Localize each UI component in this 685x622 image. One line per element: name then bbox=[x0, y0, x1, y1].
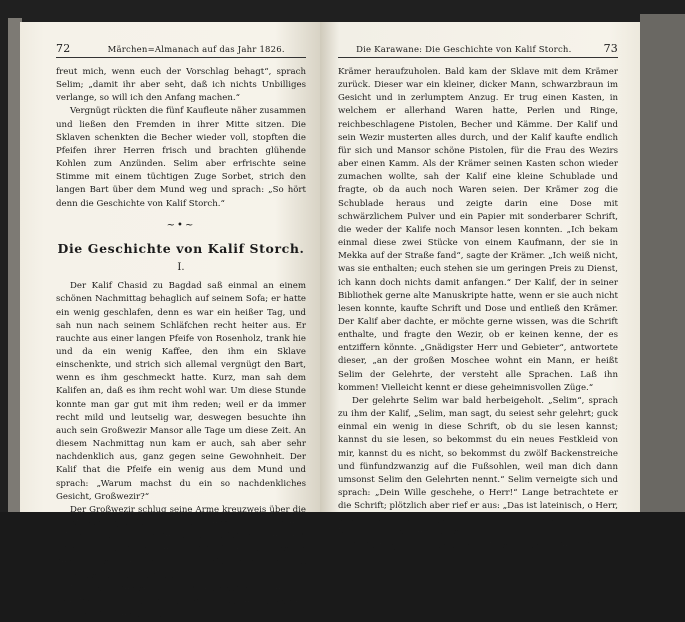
left-page-number: 72 bbox=[56, 42, 71, 55]
page-edges-right bbox=[640, 14, 685, 512]
paragraph: Der gelehrte Selim war bald herbeigeholt. „Selim“, sprach zu ihm der Kalif, „Selim, man sagt, du seiest sehr gelehrt; guck einmal ein wenig in diese Schrift, ob du sie lesen kannst; kannst du sie lesen, so bekommst du ein neues Festkleid von mir, kannst du es nicht, so bekommst du zwölf Backenstreiche und fünfundzwanzig auf die Fußsohlen, weil man dich dann umsonst Selim den Gelehrten nennt.“ Selim verneigte sich und sprach: „Dein Wille geschehe, o Herr!“ Lange betrachtete er die Schrift; plötzlich aber rief er aus: „Das ist lateinisch, o Herr, oder ich laß mich hängen.“ — „Sag, was drin steht“, befahl der Kalif, „wenn es lateinisch ist.“ bbox=[338, 395, 618, 538]
right-page bbox=[320, 22, 642, 551]
paragraph: Der Kalif, der seinem Großwezir schon lange gern eine Freude gemacht hätte, schickte seinen schwarzen Sklaven hinunter, um den bbox=[56, 583, 306, 621]
paragraph: Krämer heraufzuholen. Bald kam der Sklave mit dem Krämer zurück. Dieser war ein kleiner, dicker Mann, schwarzbraun im Gesicht und in zerlumptem Anzug. Er trug einen Kasten, in welchem er allerhand Waren hatte, Perlen und Ringe, reichbeschlagene Pistolen, Becher und Kämme. Der Kalif und sein Wezir musterten alles durch, und der Kalif kaufte endlich für sich und Mansor schöne Pistolen, für die Frau des Wezirs aber einen Kamm. Als der Krämer seinen Kasten schon wieder zumachen wollte, sah der Kalif eine kleine Schublade und fragte, ob da auch noch Waren seien. Der Krämer zog die Schublade heraus und zeigte darin eine Dose mit schwärzlichem Pulver und ein Papier mit sonderbarer Schrift, die weder der Kalife noch Mansor lesen konnten. „Ich bekam einmal diese zwei Stücke von einem Kaufmann, der sie in Mekka auf der Straße fand“, sagte der Krämer. „Ich weiß nicht, was sie enthalten; euch stehen sie um geringen Preis zu Dienst, ich kann doch nichts damit anfangen.“ Der Kalif, der in seiner Bibliothek gerne alte Manuskripte hatte, wenn er sie auch nicht lesen konnte, kaufte Schrift und Dose und entließ den Krämer. Der Kalif aber dachte, er möchte gerne wissen, was die Schrift enthalte, und fragte den Wezir, ob er keinen kenne, der es entziffern könnte. „Gnädigster Herr und Gebieter“, antwortete dieser, „an der großen Moschee wohnt ein Mann, er heißt Selim der Gelehrte, der versteht alle Sprachen. Laß ihn kommen! Vielleicht kennt er diese geheimnisvollen Züge.“ bbox=[338, 67, 618, 393]
paragraph: Der Kalif Chasid zu Bagdad saß einmal an einem schönen Nachmittag behaglich auf seinem Sofa; er hatte ein wenig geschlafen, denn es war ein heißer Tag, und sah nun nach seinem Schläfchen recht heiter aus. Er rauchte aus einer langen Pfeife von Rosenholz, trank hie und da ein wenig Kaffee, den ihm ein Sklave einschenkte, und strich sich allemal vergnügt den Bart, wenn es ihm geschmeckt hatte. Kurz, man sah dem Kalifen an, daß es ihm recht wohl war. Um diese Stunde konnte man gar gut mit ihm reden; weil er da immer recht mild und leutselig war, deswegen besuchte ihn auch sein Großwezir Mansor alle Tage um diese Zeit. An diesem Nachmittag nun kam er auch, sah aber sehr nachdenklich aus, ganz gegen seine Gewohnheit. Der Kalif that die Pfeife ein wenig aus dem Mund und sprach: „Warum machst du ein so nachdenkliches Gesicht, Großwezir?“ bbox=[56, 281, 306, 502]
left-running-head: Märchen=Almanach auf das Jahr 1826. bbox=[107, 45, 285, 55]
paragraph: freut mich, wenn euch der Vorschlag behagt“, sprach Selim; „damit ihr aber seht, daß ich nichts Unbilliges verlange, so will ich den Anfang machen.“ bbox=[56, 67, 306, 104]
section-number: I. bbox=[177, 262, 185, 274]
right-running-head: Die Karawane: Die Geschichte von Kalif Storch. bbox=[356, 45, 572, 55]
right-page-header bbox=[338, 42, 618, 58]
ornament-divider: ~•~ bbox=[166, 219, 196, 231]
right-page-number: 73 bbox=[603, 42, 618, 55]
paragraph: Vergnügt rückten die fünf Kaufleute näher zusammen und ließen den Fremden in ihrer Mitte sitzen. Die Sklaven schenkten die Becher wieder voll, stopften die Pfeifen ihrer Herren frisch und brachten glühende Kohlen zum Anzünden. Selim aber erfrischte seine Stimme mit einem tüchtigen Zuge Sorbet, strich den langen Bart über dem Mund weg und sprach: „So hört denn die Geschichte von Kalif Storch.“ bbox=[56, 106, 306, 209]
section-title: Die Geschichte von Kalif Storch. bbox=[57, 240, 305, 256]
paragraph: Selim fing an zu übersetzen: „Mensch, der du dieses findest, bbox=[352, 540, 617, 551]
left-page-header bbox=[56, 42, 306, 58]
paragraph: Der Großwezir schlug seine Arme kreuzweis über die Brust, verneigte sich vor seinem Herrn und antwortete: „Herr, ob ich ein nachdenkliches Gesicht mache, weiß ich nicht; aber da drunten am Schloß steht ein Krämer, der hat so schöne Sachen, daß es mich ärgert, nicht viel überflüssiges Geld zu haben.“ bbox=[56, 504, 306, 581]
right-page-text bbox=[338, 66, 618, 553]
left-page-text bbox=[56, 66, 306, 622]
left-page bbox=[20, 22, 320, 621]
